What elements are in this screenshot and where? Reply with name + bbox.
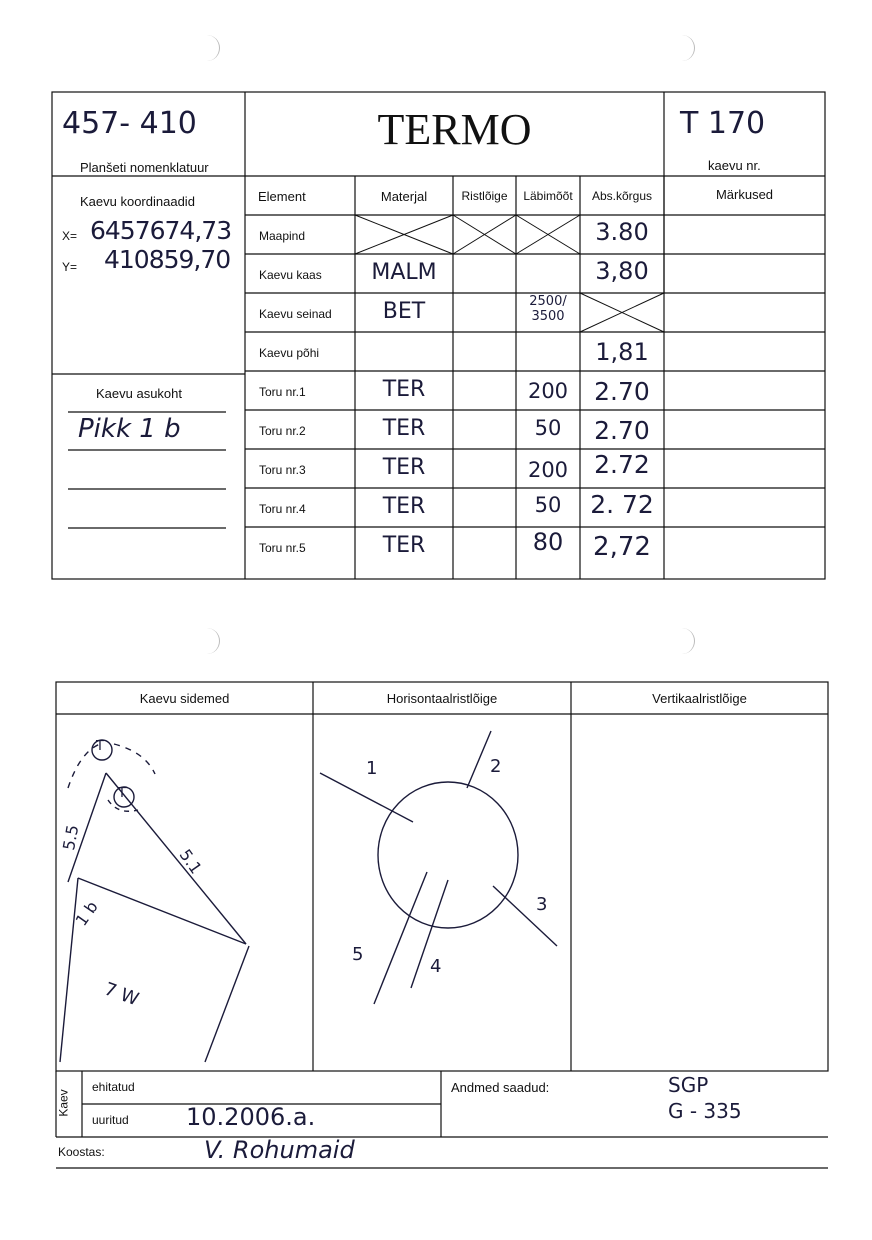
row-material: TER [382,494,426,519]
y-prefix: Y= [62,260,78,274]
coordinates-label: Kaevu koordinaadid [80,194,195,209]
surveyed-label: uuritud [92,1113,129,1127]
pipe-label: 4 [430,956,442,977]
row-element: Toru nr.3 [259,463,306,477]
row-abs-height: 3,80 [595,257,649,285]
row-abs-height: 2,72 [593,532,651,562]
row-element: Toru nr.5 [259,541,306,555]
col-header-diameter: Läbimõõt [523,189,573,203]
col-header-vertical-section: Vertikaalristlõige [652,691,747,706]
author-label: Koostas: [58,1145,105,1159]
row-abs-height: 2. 72 [590,490,654,519]
row-abs-height: 3.80 [595,218,649,246]
row-material: MALM [371,260,437,285]
sketch-mark: T [118,786,126,801]
pipe-label: 2 [490,756,502,777]
row-diameter: 200 [527,379,569,403]
author-signature: V. Rohumaid [204,1136,355,1164]
well-number: T 170 [680,106,766,141]
col-header-element: Element [258,189,306,204]
row-element: Kaevu kaas [259,268,322,282]
data-source-label: Andmed saadud: [451,1080,550,1095]
row-material: TER [382,533,426,558]
surveyed-value: 10.2006.a. [186,1103,316,1131]
form-title: TERMO [377,105,532,154]
col-header-cross-section: Ristlõige [461,189,508,203]
col-header-notes: Märkused [715,187,774,202]
x-prefix: X= [62,229,78,243]
row-material: TER [382,377,426,402]
col-header-material: Materjal [380,189,428,204]
col-header-abs-height: Abs.kõrgus [591,189,653,203]
row-diameter: 50 [534,493,562,517]
row-material: BET [382,299,426,324]
data-source-value: SGP [668,1073,709,1097]
y-coordinate: 410859,70 [104,245,231,274]
col-header-connections: Kaevu sidemed [139,691,230,706]
row-abs-height: 2.72 [594,450,650,479]
row-abs-height: 2.70 [594,416,650,445]
row-diameter: 2500/ 3500 [529,294,567,324]
built-label: ehitatud [92,1080,135,1094]
row-element: Maapind [259,229,306,243]
row-diameter: 200 [527,458,569,482]
row-material: TER [382,455,426,480]
row-element: Toru nr.1 [259,385,306,399]
sketch-mark: 5.5 [59,823,83,852]
col-header-horizontal-section: Horisontaalristlõige [386,691,498,706]
row-element: Toru nr.2 [259,424,306,438]
sheet-label: Planšeti nomenklatuur [80,160,209,175]
data-source-value: G - 335 [668,1099,742,1123]
sketch-mark: 1 b [71,897,102,930]
location-value: Pikk 1 b [78,414,181,444]
location-label: Kaevu asukoht [96,386,183,401]
well-number-label: kaevu nr. [708,158,761,173]
pipe-label: 5 [352,944,364,965]
row-diameter: 50 [534,416,562,440]
row-material: TER [382,416,426,441]
row-element: Toru nr.4 [259,502,306,516]
sheet-number: 457- 410 [62,106,197,141]
x-coordinate: 6457674,73 [90,216,232,245]
pipe-label: 3 [536,894,548,915]
sketch-mark: 7 W [101,978,142,1011]
sketch-mark: T [96,739,104,754]
pipe-label: 1 [366,758,378,779]
row-element: Kaevu põhi [259,346,320,360]
sketch-mark: 5.1 [175,845,206,878]
row-abs-height: 2.70 [594,377,650,406]
row-abs-height: 1,81 [595,338,649,366]
kaev-label: Kaev [56,1089,71,1117]
row-element: Kaevu seinad [259,307,332,321]
row-diameter: 80 [532,528,564,556]
